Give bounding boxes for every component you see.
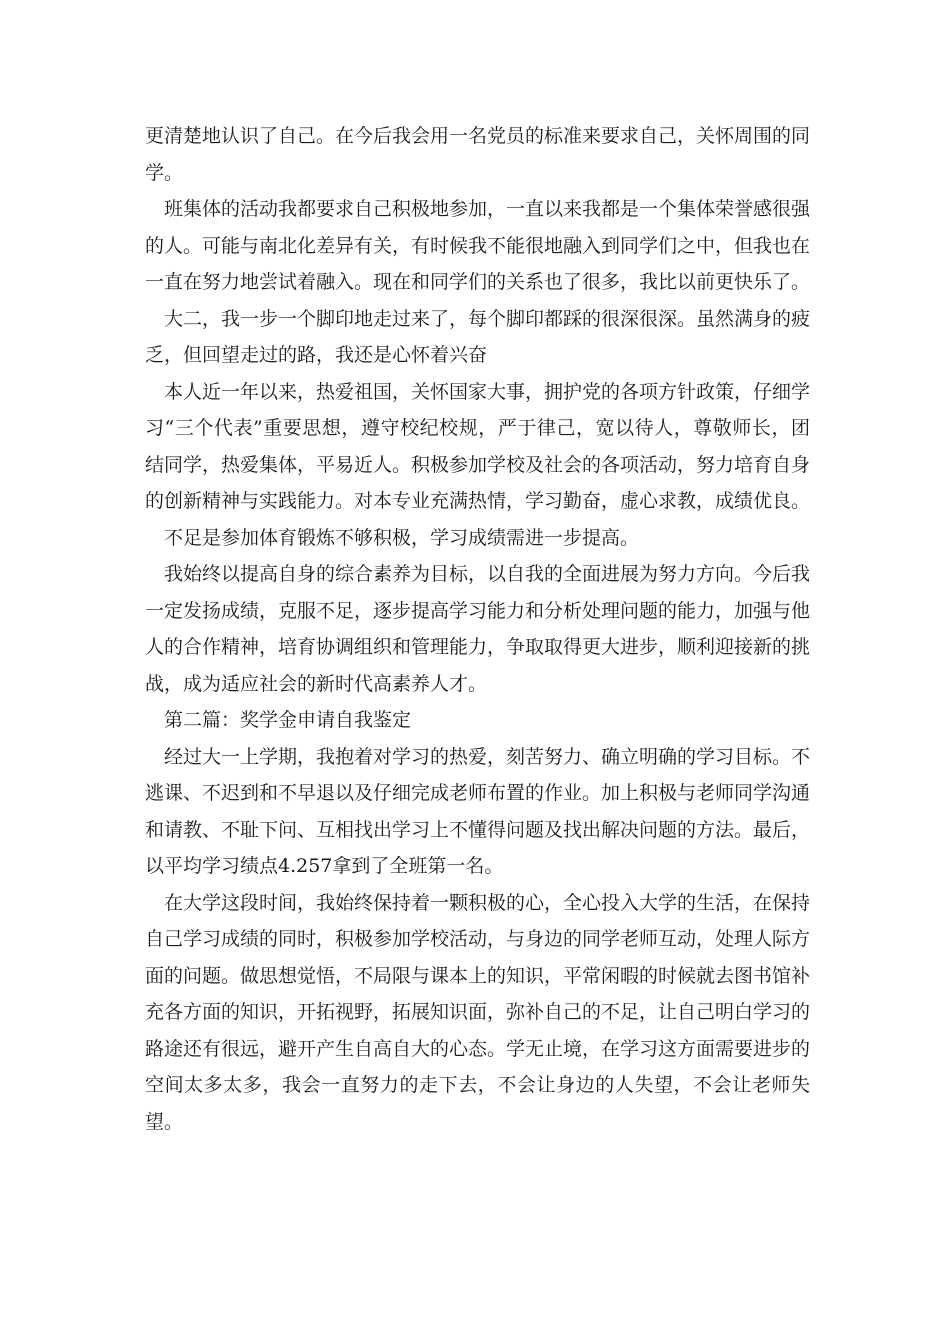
paragraph-1: 更清楚地认识了自己。在今后我会用一名党员的标准来要求自己，关怀周围的同学。 bbox=[145, 125, 811, 184]
paragraph-3: 大二，我一步一个脚印地走过来了，每个脚印都踩的很深很深。虽然满身的疲乏，但回望走过的路，我还是心怀着兴奋 bbox=[145, 307, 811, 366]
paragraph-9: 在大学这段时间，我始终保持着一颗积极的心，全心投入大学的生活，在保持自己学习成绩的同时，积极参加学校活动，与身边的同学老师互动，处理人际方面的问题。做思想觉悟，不局限与课本上的知识，平常闲暇的时候就去图书馆补充各方面的知识，开拓视野，拓展知识面，弥补自己的不足，让自己明白学习的路途还有很远，避开产生自高自大的心态。学无止境，在学习这方面需要进步的空间太多太多，我会一直努力的走下去，不会让身边的人失望，不会让老师失望。 bbox=[145, 891, 811, 1133]
paragraph-8: 经过大一上学期，我抱着对学习的热爱，刻苦努力、确立明确的学习目标。不逃课、不迟到和不早退以及仔细完成老师布置的作业。加上积极与老师同学沟通和请教、不耻下问、互相找出学习上不懂得问题及找出解决问题的方法。最后，以平均学习绩点4.257拿到了全班第一名。 bbox=[145, 745, 811, 877]
section-heading: 第二篇：奖学金申请自我鉴定 bbox=[164, 709, 412, 731]
paragraph-2: 班集体的活动我都要求自己积极地参加，一直以来我都是一个集体荣誉感很强的人。可能与南北化差异有关，有时候我不能很地融入到同学们之中，但我也在一直在努力地尝试着融入。现在和同学们的关系也了很多，我比以前更快乐了。 bbox=[145, 198, 811, 293]
paragraph-5: 不足是参加体育锻炼不够积极，学习成绩需进一步提高。 bbox=[164, 526, 640, 549]
paragraph-6: 我始终以提高自身的综合素养为目标，以自我的全面进展为努力方向。今后我一定发扬成绩，克服不足，逐步提高学习能力和分析处理问题的能力，加强与他人的合作精神，培育协调组织和管理能力，争取取得更大进步，顺利迎接新的挑战，成为适应社会的新时代高素养人才。 bbox=[145, 563, 811, 695]
paragraph-4: 本人近一年以来，热爱祖国，关怀国家大事，拥护党的各项方针政策，仔细学习“三个代表”重要思想，遵守校纪校规，严于律己，宽以待人，尊敬师长，团结同学，热爱集体，平易近人。积极参加学校及社会的各项活动，努力培育自身的创新精神与实践能力。对本专业充满热情，学习勤奋，虚心求教，成绩优良。 bbox=[145, 380, 811, 512]
document-body bbox=[145, 118, 810, 1140]
